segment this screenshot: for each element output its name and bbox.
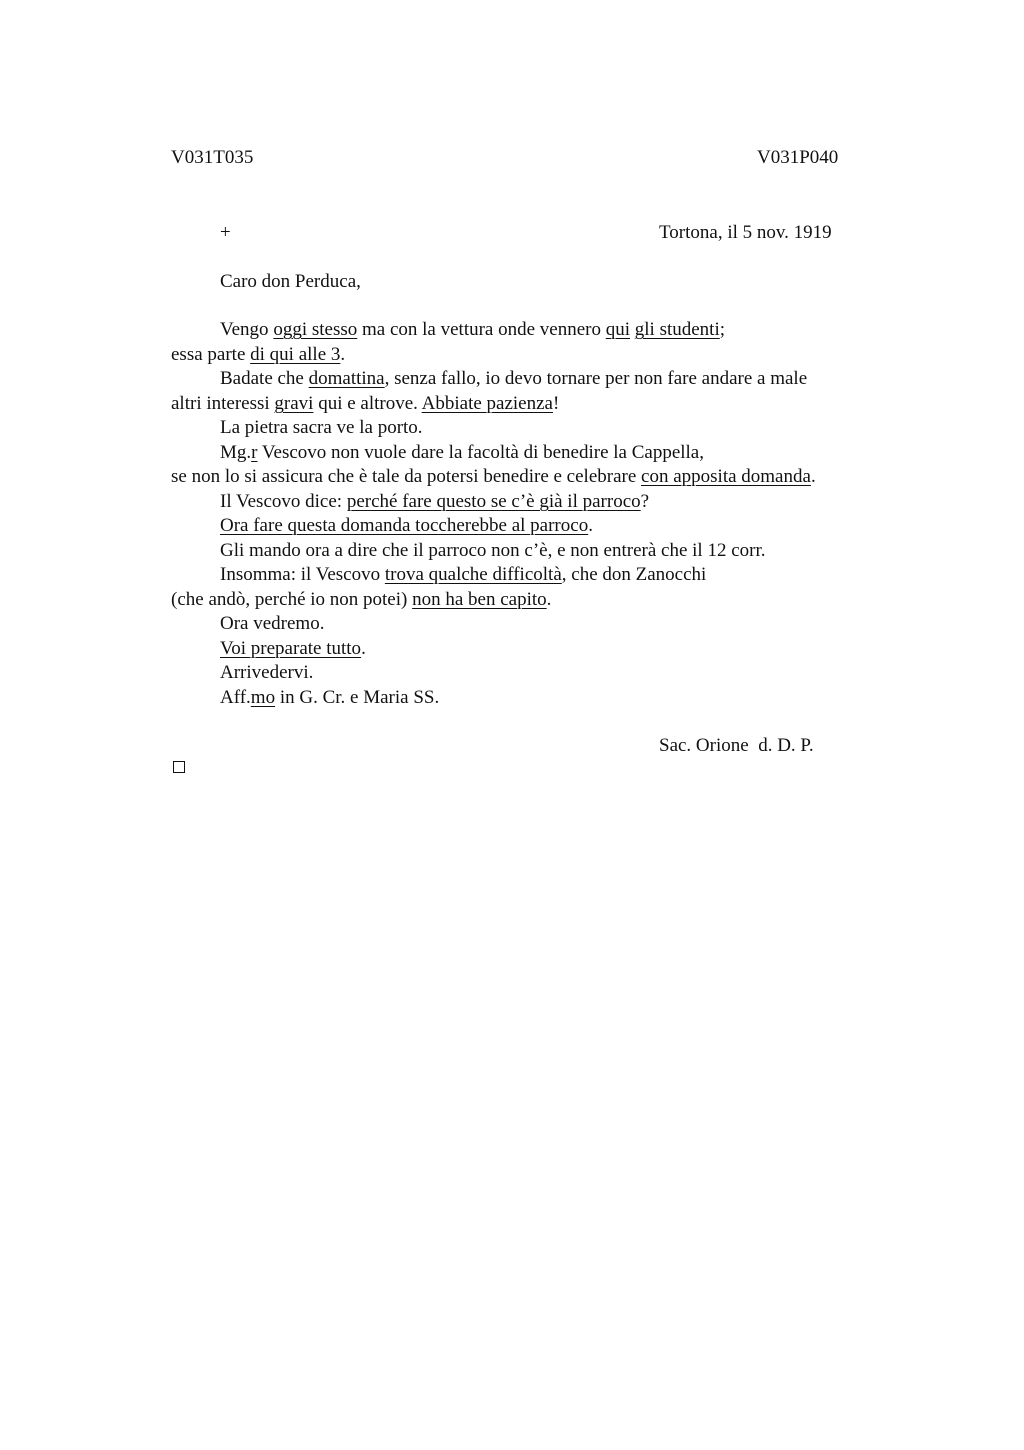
- text-segment: Il Vescovo dice:: [220, 491, 347, 512]
- underlined-text: gli studenti: [634, 319, 720, 340]
- text-segment: Badate che: [220, 368, 309, 389]
- underlined-text: gravi: [274, 393, 314, 414]
- text-segment: La pietra sacra ve la porto.: [220, 417, 423, 438]
- underlined-text: mo: [250, 687, 276, 708]
- text-segment: Vengo: [220, 319, 274, 340]
- body-line: [220, 612, 324, 636]
- underlined-text: Ora fare questa domanda toccherebbe al parroco: [220, 515, 589, 536]
- place-date: Tortona, il 5 nov. 1919: [659, 222, 832, 243]
- body-line: [220, 539, 766, 563]
- body-line: [220, 637, 366, 661]
- text-segment: .: [588, 515, 593, 536]
- underlined-text: r: [251, 442, 258, 463]
- body-line: [171, 343, 345, 367]
- text-segment: !: [552, 393, 560, 414]
- text-segment: Gli mando ora a dire che il parroco non c’è, e non entrerà che il 12 corr.: [220, 540, 766, 561]
- cross-mark: +: [220, 222, 231, 243]
- text-segment: .: [810, 466, 816, 487]
- text-segment: Ora vedremo.: [220, 613, 325, 634]
- text-segment: essa parte: [171, 344, 251, 365]
- text-segment: Aff.: [220, 687, 251, 708]
- header-right-code: V031P040: [757, 147, 839, 168]
- underlined-text: domattina: [308, 368, 385, 389]
- body-line: [220, 563, 706, 587]
- text-segment: ;: [719, 319, 726, 340]
- text-segment: Mg.: [220, 442, 252, 463]
- underlined-text: oggi stesso: [273, 319, 358, 340]
- text-segment: Arrivedervi.: [220, 662, 314, 683]
- text-segment: , senza fallo, io devo tornare per non fare andare a male: [384, 368, 808, 389]
- text-segment: , che don Zanocchi: [561, 564, 707, 585]
- body-line: [220, 416, 423, 440]
- underlined-text: Voi preparate tutto: [220, 638, 362, 659]
- body-line: [220, 661, 313, 685]
- underlined-text: trova qualche difficoltà: [384, 564, 562, 585]
- underlined-text: perché fare questo se c’è già il parroco: [346, 491, 641, 512]
- text-segment: qui e altrove.: [313, 393, 422, 414]
- underlined-text: con apposita domanda: [641, 466, 811, 487]
- text-segment: ma con la vettura onde vennero: [357, 319, 606, 340]
- body-line: [171, 588, 551, 612]
- body-line: [171, 465, 816, 489]
- text-segment: se non lo si assicura che è tale da potersi benedire e celebrare: [171, 466, 642, 487]
- text-segment: in G. Cr. e Maria SS.: [275, 687, 440, 708]
- end-square-icon: [173, 761, 185, 773]
- body-line: [171, 392, 559, 416]
- body-line: [220, 318, 725, 342]
- body-line: [220, 441, 704, 465]
- body-line: [220, 686, 439, 710]
- underlined-text: non ha ben capito: [412, 589, 547, 610]
- underlined-text: qui: [605, 319, 631, 340]
- text-segment: .: [546, 589, 552, 610]
- text-segment: ?: [640, 491, 650, 512]
- text-segment: (che andò, perché io non potei): [171, 589, 413, 610]
- text-segment: .: [361, 638, 366, 659]
- text-segment: Insomma: il Vescovo: [220, 564, 385, 585]
- body-line: [220, 367, 807, 391]
- text-segment: .: [340, 344, 346, 365]
- salutation: Caro don Perduca,: [220, 271, 361, 292]
- signature: Sac. Orione d. D. P.: [659, 735, 814, 756]
- underlined-text: di qui alle 3: [250, 344, 341, 365]
- text-segment: Vescovo non vuole dare la facoltà di benedire la Cappella,: [257, 442, 704, 463]
- text-segment: altri interessi: [171, 393, 275, 414]
- body-line: [220, 490, 649, 514]
- underlined-text: Abbiate pazienza: [421, 393, 553, 414]
- header-left-code: V031T035: [171, 147, 254, 168]
- body-line: [220, 514, 593, 538]
